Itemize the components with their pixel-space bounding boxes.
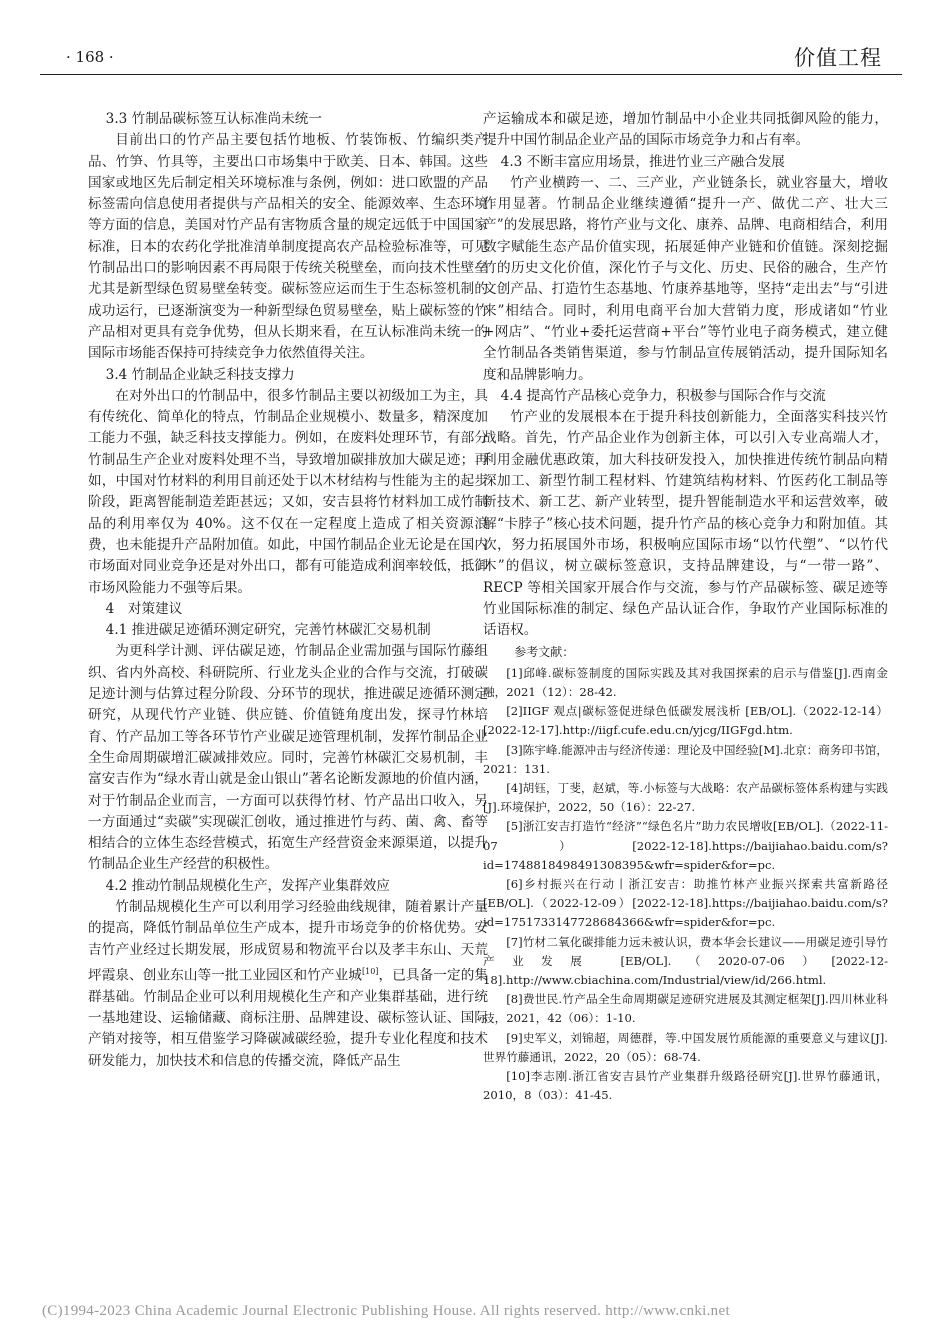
reference-item: [5]浙江安吉打造竹“经济”“绿色名片”助力农民增收[EB/OL].（2022-11-07）[2022-12-18].https://baijiahao.baidu.com/s?id=1748818498491308395&wfr=spider&for=pc. <box>483 819 888 872</box>
reference-item: [2]IIGF 观点|碳标签促进绿色低碳发展浅析 [EB/OL].（2022-12-14）[2022-12-17].http://iigf.cufe.edu.cn/yjcg/IIGFgd.htm. <box>483 704 888 738</box>
journal-title: 价值工程 <box>794 46 882 70</box>
heading-4-3: 4.3 不断丰富应用场景，推进竹业三产融合发展 <box>500 153 785 170</box>
heading-3-3: 3.3 竹制品碳标签互认标准尚未统一 <box>105 111 322 127</box>
right-column <box>483 109 888 1105</box>
reference-item: [4]胡钰，丁斐，赵斌，等.小标签与大战略：农产品碳标签体系构建与实践[J].环境保护，2022，50（16）：22-27. <box>483 780 888 815</box>
paragraph <box>88 897 488 1072</box>
reference-item: [10]李志刚.浙江省安吉县竹产业集群升级路径研究[J].世界竹藤通讯，2010，8（03）：41-45. <box>483 1068 888 1103</box>
left-column <box>88 109 488 1072</box>
heading-4: 4 对策建议 <box>105 600 183 617</box>
paragraph: 竹产业横跨一、二、三产业，产业链条长，就业容量大，增收作用显著。竹制品企业继续遵循“提升一产、做优二产、壮大三产”的发展思路，将竹产业与文化、康养、品牌、电商相结合，利用数字赋能生态产品价值实现，拓展延伸产业链和价值链。深刻挖掘竹的历史文化价值，深化竹子与文化、历史、民俗的融合，生产竹文创产品、打造竹生态基地、竹康养基地等，坚持“走出去”与“引进来”相结合。同时，利用电商平台加大营销力度，形成诸如“竹业+网店”、“竹业+委托运营商+平台”等竹业电子商务模式，建立健全竹制品各类销售渠道，参与竹制品宣传展销活动，提升国际知名度和品牌影响力。 <box>483 174 888 383</box>
paragraph: 在对外出口的竹制品中，很多竹制品主要以初级加工为主，具有传统化、简单化的特点，竹制品企业规模小、数量多，精深度加工能力不强，缺乏科技支撑能力。例如，在废料处理环节，有部分竹制品生产企业对废料处理不当，导致增加碳排放加大碳足迹；再如，中国对竹材料的利用目前还处于以木材结构与性能为主的起步阶段，距离智能制造差距甚远；又如，安吉县将竹材料加工成竹制品的利用率仅为 40%。这不仅在一定程度上造成了相关资源浪费，也未能提升产品附加值。如此，中国竹制品企业无论是在国内市场面对同业竞争还是对外出口，都有可能造成利润率较低，抵御市场风险能力不强等后果。 <box>88 387 488 596</box>
citation-mark: [10] <box>361 966 379 976</box>
reference-item: [8]费世民.竹产品全生命周期碳足迹研究进展及其测定框架[J].四川林业科技，2021，42（06）：1-10. <box>483 992 888 1026</box>
paragraph: 为更科学计测、评估碳足迹，竹制品企业需加强与国际竹藤组织、省内外高校、科研院所、行业龙头企业的合作与交流，打破碳足迹计测与估算过程分阶段、分环节的现状，推进碳足迹循环测定研究，从现代竹产业链、供应链、价值链角度出发，探寻竹林培育、竹产品加工等各环节竹产业碳足迹管理机制，发挥竹制品企业全生命周期碳增汇碳减排效应。同时，完善竹林碳汇交易机制，丰富安吉作为“绿水青山就是金山银山”著名论断发源地的价值内涵，对于竹制品企业而言，一方面可以获得竹材、竹产品出口收入，另一方面通过“卖碳”实现碳汇创收，通过推进竹与药、菌、禽、畜等相结合的立体生态经营模式，拓宽生产经营资金来源渠道，以提升竹制品企业生产经营的积极性。 <box>88 643 488 873</box>
reference-item: [3]陈宇峰.能源冲击与经济传递：理论及中国经验[M].北京：商务印书馆，2021：131. <box>483 742 888 776</box>
references-title: 参考文献： <box>514 645 575 660</box>
paragraph-text: ，已具备一定的集群基础。竹制品企业可以利用规模化生产和产业集群基础，进行统一基地建设、运输储藏、商标注册、品牌建设、碳标签认证、国际产销对接等，相互借鉴学习降碳减碳经验，提升专业化程度和技术研发能力，加快技术和信息的传播交流，降低产品生 <box>88 967 488 1069</box>
page-header <box>40 40 902 75</box>
paragraph: 目前出口的竹产品主要包括竹地板、竹装饰板、竹编织类产品、竹笋、竹具等，主要出口市场集中于欧美、日本、韩国。这些国家或地区先后制定相关环境标准与条例，例如：进口欧盟的产品标签需向信息使用者提供与产品相关的安全、能源效率、生态环境等方面的信息，美国对竹产品有害物质含量的规定远低于中国国家标准，日本的农药化学批准清单制度提高农产品检验标准等，可见竹制品出口的影响因素不再局限于传统关税壁垒，而向技术性壁垒尤其是新型绿色贸易壁垒转变。碳标签应运而生于生态标签机制的成功运行，已逐渐演变为一种新型绿色贸易壁垒，贴上碳标签的竹产品相对更具有竞争优势，但从长期来看，在互认标准尚未统一的国际市场能否保持可持续竞争力依然值得关注。 <box>88 132 488 362</box>
heading-3-4: 3.4 竹制品企业缺乏科技支撑力 <box>105 366 295 383</box>
reference-item: [9]史军义，刘锦超，周德群，等.中国发展竹质能源的重要意义与建议[J].世界竹藤通讯，2022，20（05）：68-74. <box>483 1030 888 1064</box>
reference-item: [7]竹材二氧化碳排能力远未被认识，费本华会长建议——用碳足迹引导竹产业发展 [EB/OL].（2020-07-06）[2022-12-18].http://www.cbiachina.com/Industrial/view/id/266.html. <box>483 934 888 987</box>
paragraph-text: 竹制品规模化生产可以利用学习经验曲线规律，随着累计产量的提高，降低竹制品单位生产成本，提升市场竞争的价格优势。安吉竹产业经过长期发展，形成贸易和物流平台以及孝丰东山、天荒坪霞泉、创业东山等一批工业园区和竹产业城 <box>88 898 488 984</box>
reference-item: [6]乡村振兴在行动丨浙江安吉：助推竹林产业振兴探索共富新路径 [EB/OL].（2022-12-09）[2022-12-18].https://baijiahao.baidu.com/s?id=1751733147728684366&wfr=spider&for=pc. <box>483 876 888 930</box>
heading-4-2: 4.2 推动竹制品规模化生产，发挥产业集群效应 <box>105 877 390 894</box>
paragraph: 产运输成本和碳足迹，增加竹制品中小企业共同抵御风险的能力，提升中国竹制品企业产品的国际市场竞争力和占有率。 <box>483 111 888 149</box>
reference-item: [1]邱峰.碳标签制度的国际实践及其对我国探索的启示与借鉴[J].西南金融，2021（12）：28-42. <box>483 665 888 699</box>
copyright-footer: (C)1994-2023 China Academic Journal Electronic Publishing House. All rights reserved. http://www.cnki.net <box>42 1303 730 1319</box>
heading-4-4: 4.4 提高竹产品核心竞争力，积极参与国际合作与交流 <box>500 387 826 404</box>
page-number: · 168 · <box>66 48 114 66</box>
heading-4-1: 4.1 推进碳足迹循环测定研究，完善竹林碳汇交易机制 <box>105 622 431 639</box>
paragraph: 竹产业的发展根本在于提升科技创新能力，全面落实科技兴竹战略。首先，竹产品企业作为创新主体，可以引入专业高端人才，利用金融优惠政策，加大科技研发投入，加快推进传统竹制品向精深加工、新型竹制工程材料、竹建筑结构材料、竹医药化工制品等新技术、新工艺、新产业转型，提升智能制造水平和运营效率，破解“卡脖子”核心技术问题，提升竹产品的核心竞争力和附加值。其次，努力拓展国外市场，积极响应国际市场“以竹代塑”、“以竹代木”的倡议，树立碳标签意识，支持品牌建设，与“一带一路”、RECP 等相关国家开展合作与交流，参与竹产品碳标签、碳足迹等竹业国际标准的制定、绿色产品认证合作，争取竹产业国际标准的话语权。 <box>483 409 888 639</box>
